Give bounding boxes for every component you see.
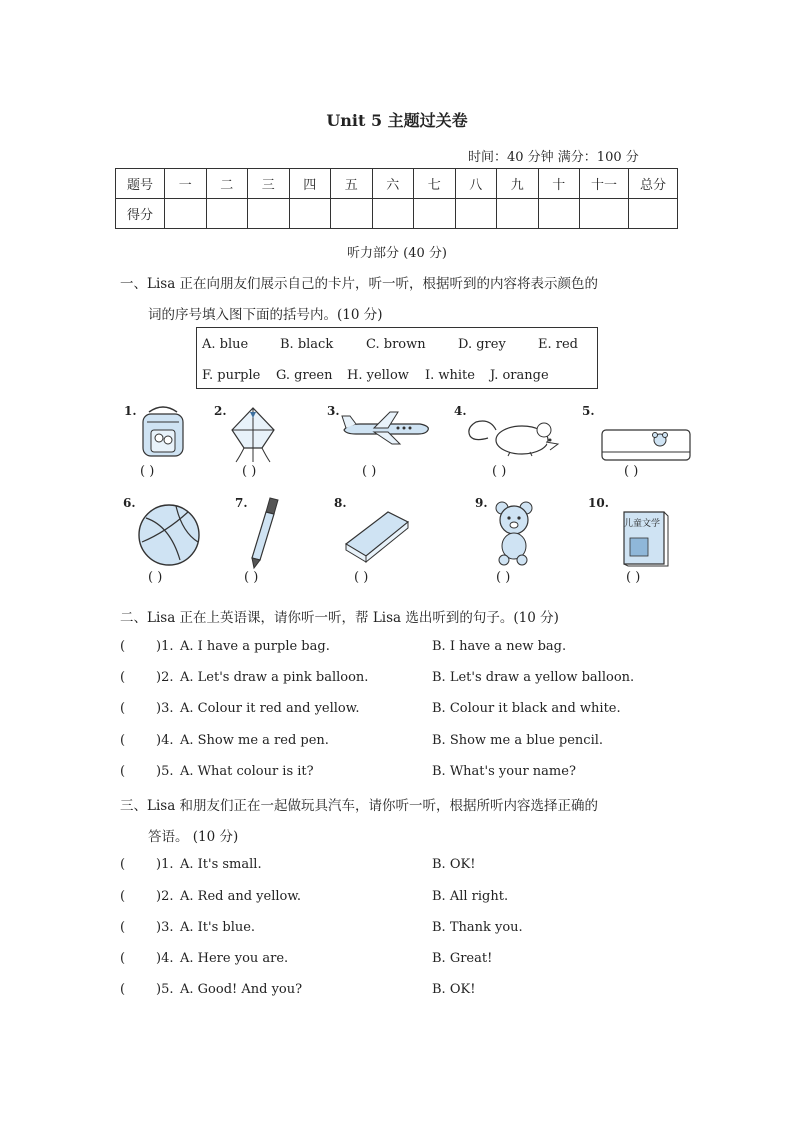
option-b: B. Show me a blue pencil. [432, 733, 604, 748]
table-cell: 题号 [116, 169, 165, 199]
table-cell: 十 [538, 169, 580, 199]
eraser-icon [342, 506, 412, 564]
page-title: Unit 5 主题过关卷 [326, 111, 468, 130]
pencil-case-icon [600, 426, 694, 466]
option-item: C. brown [366, 337, 426, 352]
option-a: A. Red and yellow. [180, 889, 302, 904]
option-a: A. It's blue. [180, 920, 256, 935]
answer-paren[interactable]: ( [120, 701, 126, 716]
item-number: 2. [214, 404, 227, 418]
score-input-cell[interactable] [331, 199, 373, 229]
answer-paren[interactable]: ( ) [496, 570, 511, 585]
option-b: B. What's your name? [432, 764, 576, 779]
answer-paren[interactable]: ( ) [492, 464, 507, 479]
option-item: H. yellow [347, 368, 409, 383]
item-number: 7. [235, 496, 248, 510]
answer-paren[interactable]: ( ) [148, 570, 163, 585]
section-title: 听力部分 (40 分) [347, 246, 447, 261]
question-number: )1. [156, 639, 174, 654]
answer-paren[interactable]: ( ) [362, 464, 377, 479]
table-cell: 十一 [580, 169, 629, 199]
answer-paren[interactable]: ( [120, 857, 126, 872]
score-input-cell[interactable] [538, 199, 580, 229]
answer-paren[interactable]: ( [120, 889, 126, 904]
table-cell: 四 [289, 169, 331, 199]
score-input-cell[interactable] [414, 199, 456, 229]
item-number: 1. [124, 404, 137, 418]
table-cell: 三 [248, 169, 290, 199]
answer-paren[interactable]: ( ) [624, 464, 639, 479]
item-number: 3. [327, 404, 340, 418]
option-item: F. purple [202, 368, 261, 383]
score-input-cell[interactable] [206, 199, 248, 229]
table-cell: 总分 [629, 169, 678, 199]
table-cell: 得分 [116, 199, 165, 229]
answer-paren[interactable]: ( [120, 670, 126, 685]
part3-heading-cont: 答语。 (10 分) [148, 829, 239, 845]
teddy-bear-icon [490, 500, 540, 566]
option-item: E. red [538, 337, 578, 352]
item-number: 4. [454, 404, 467, 418]
score-input-cell[interactable] [165, 199, 207, 229]
score-input-cell[interactable] [497, 199, 539, 229]
score-input-cell[interactable] [580, 199, 629, 229]
option-a: A. It's small. [180, 857, 262, 872]
volleyball-icon [136, 502, 202, 568]
option-b: B. OK! [432, 857, 476, 872]
question-number: )2. [156, 889, 174, 904]
option-b: B. Thank you. [432, 920, 523, 935]
question-number: )5. [156, 764, 174, 779]
question-number: )3. [156, 701, 174, 716]
part2-heading: 二、Lisa 正在上英语课，请你听一听，帮 Lisa 选出听到的句子。(10 分) [120, 610, 559, 626]
score-input-cell[interactable] [248, 199, 290, 229]
answer-paren[interactable]: ( [120, 951, 126, 966]
question-number: )1. [156, 857, 174, 872]
table-cell: 五 [331, 169, 373, 199]
option-item: D. grey [458, 337, 506, 352]
option-item: J. orange [490, 368, 549, 383]
item-number: 6. [123, 496, 136, 510]
answer-paren[interactable]: ( [120, 920, 126, 935]
answer-paren[interactable]: ( ) [354, 570, 369, 585]
answer-paren[interactable]: ( [120, 639, 126, 654]
item-number: 5. [582, 404, 595, 418]
score-table-score-row [116, 199, 678, 229]
option-item: A. blue [202, 337, 249, 352]
option-a: A. Colour it red and yellow. [180, 701, 360, 716]
item-number: 8. [334, 496, 347, 510]
question-number: )5. [156, 982, 174, 997]
answer-paren[interactable]: ( [120, 764, 126, 779]
score-table-header-row [116, 169, 678, 199]
question-number: )4. [156, 951, 174, 966]
kite-icon [222, 404, 284, 464]
question-number: )3. [156, 920, 174, 935]
option-b: B. Colour it black and white. [432, 701, 621, 716]
score-input-cell[interactable] [455, 199, 497, 229]
table-cell: 六 [372, 169, 414, 199]
table-cell: 一 [165, 169, 207, 199]
table-cell: 二 [206, 169, 248, 199]
mouse-icon [466, 416, 562, 458]
backpack-icon [135, 404, 191, 460]
option-b: B. I have a new bag. [432, 639, 567, 654]
option-item: B. black [280, 337, 334, 352]
score-input-cell[interactable] [289, 199, 331, 229]
question-number: )4. [156, 733, 174, 748]
score-input-cell[interactable] [372, 199, 414, 229]
option-a: A. Good! And you? [180, 982, 303, 997]
answer-paren[interactable]: ( [120, 982, 126, 997]
item-number: 9. [475, 496, 488, 510]
option-b: B. Let's draw a yellow balloon. [432, 670, 635, 685]
table-cell: 九 [497, 169, 539, 199]
option-a: A. Show me a red pen. [180, 733, 329, 748]
option-a: A. Here you are. [180, 951, 289, 966]
marker-pen-icon [244, 494, 284, 570]
table-cell: 八 [455, 169, 497, 199]
part3-heading: 三、Lisa 和朋友们正在一起做玩具汽车，请你听一听，根据所听内容选择正确的 [120, 798, 599, 814]
answer-paren[interactable]: ( [120, 733, 126, 748]
time-info: 时间：40 分钟 满分：100 分 [468, 150, 639, 165]
option-a: A. Let's draw a pink balloon. [180, 670, 369, 685]
score-table [115, 168, 678, 229]
part1-heading-cont: 词的序号填入图下面的括号内。(10 分) [148, 307, 383, 323]
book-title: 儿童文学 [624, 519, 661, 529]
option-item: G. green [276, 368, 333, 383]
option-item: I. white [425, 368, 475, 383]
answer-paren[interactable]: ( ) [140, 464, 155, 479]
score-input-cell[interactable] [629, 199, 678, 229]
item-number: 10. [588, 496, 609, 510]
answer-paren[interactable]: ( ) [626, 570, 641, 585]
option-b: B. Great! [432, 951, 493, 966]
option-a: A. I have a purple bag. [180, 639, 330, 654]
option-b: B. OK! [432, 982, 476, 997]
option-a: A. What colour is it? [180, 764, 314, 779]
table-cell: 七 [414, 169, 456, 199]
answer-paren[interactable]: ( ) [244, 570, 259, 585]
question-number: )2. [156, 670, 174, 685]
airplane-icon [340, 410, 432, 446]
answer-paren[interactable]: ( ) [242, 464, 257, 479]
part1-heading: 一、Lisa 正在向朋友们展示自己的卡片，听一听，根据听到的内容将表示颜色的 [120, 276, 599, 292]
option-b: B. All right. [432, 889, 509, 904]
